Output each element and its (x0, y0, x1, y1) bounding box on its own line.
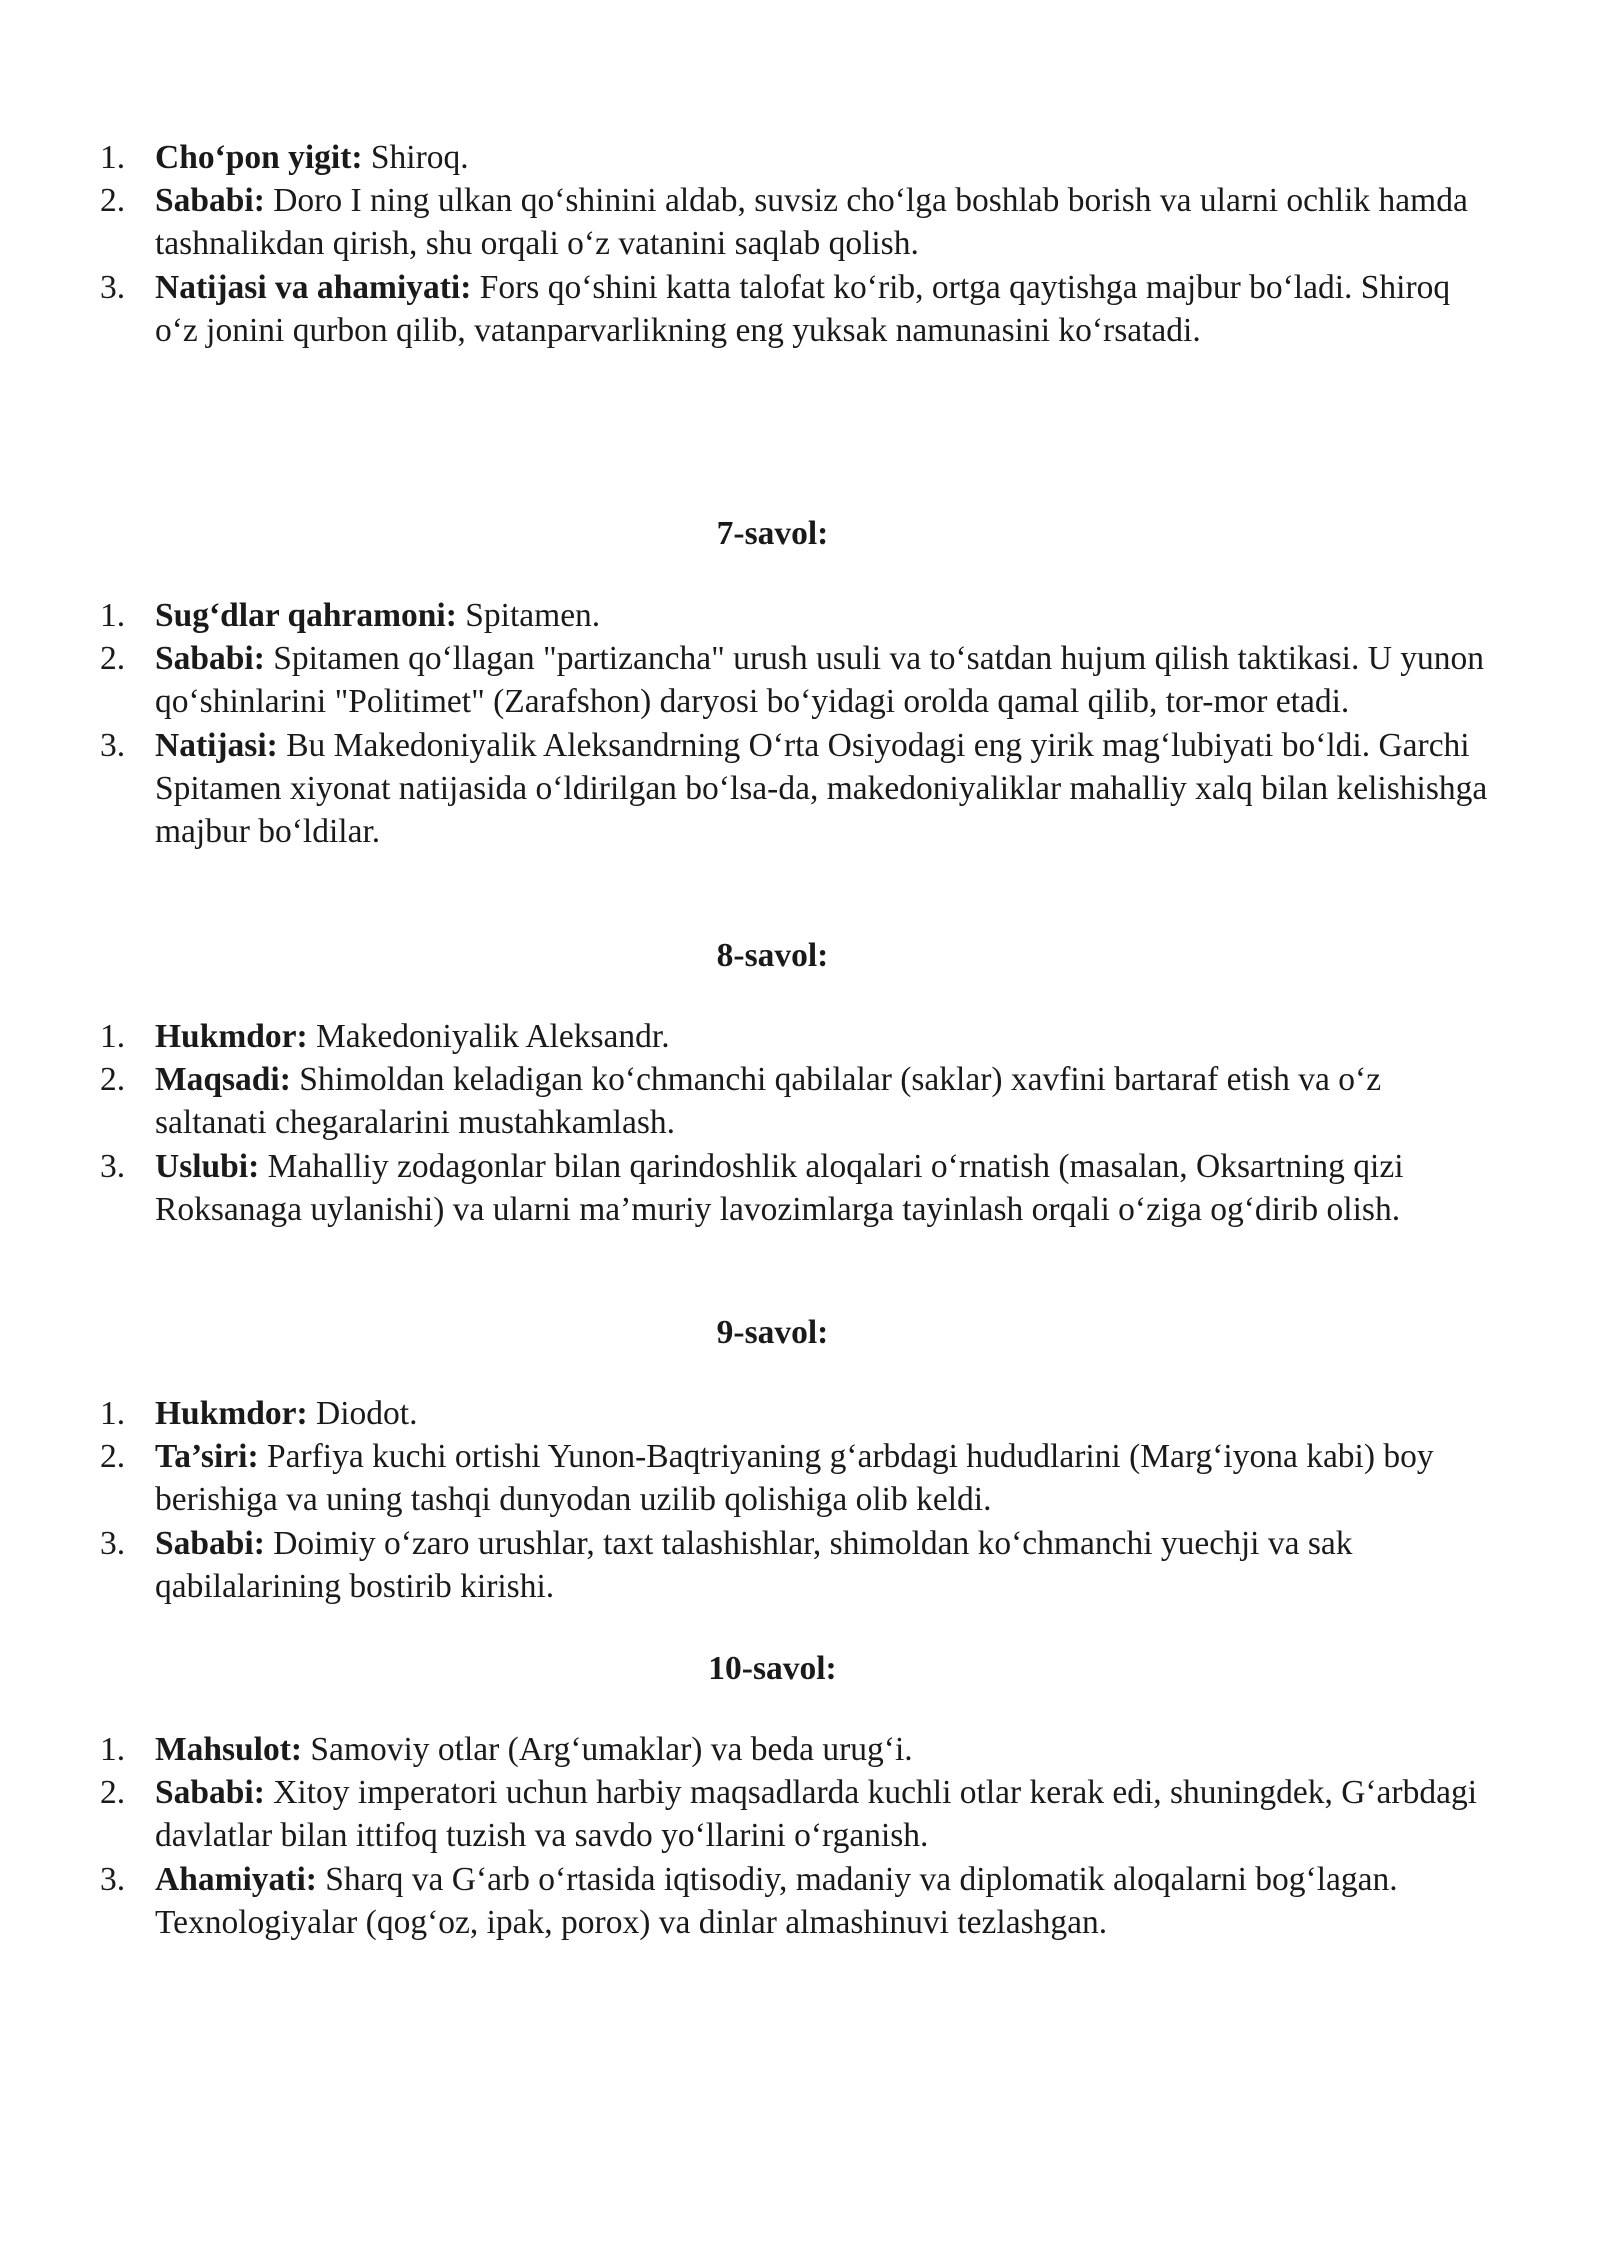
answer-list-8 (100, 1015, 1500, 1231)
item-label: Natijasi va ahamiyati: (155, 268, 472, 306)
list-item (100, 1771, 1500, 1857)
list-item (100, 724, 1500, 854)
item-number: 2. (100, 182, 126, 220)
answer-list-6 (100, 136, 1500, 352)
item-text: Doro I ning ulkan qo‘shinini aldab, suvsiz cho‘lga boshlab borish va ularni ochlik hamda tashnalikdan qirish, shu orqali o‘z vatanini saqlab qolish. (155, 182, 1468, 263)
item-number: 1. (100, 1731, 126, 1768)
item-label: Natijasi: (155, 726, 278, 764)
item-number: 3. (100, 1860, 126, 1898)
item-text: Parfiya kuchi ortishi Yunon-Baqtriyaning g‘arbdagi hududlarini (Marg‘iyona kabi) boy berishiga va uning tashqi dunyodan uzilib qolishiga olib keldi. (155, 1438, 1434, 1519)
section-heading-9: 9-savol: (716, 1314, 829, 1351)
list-item (100, 594, 1500, 637)
item-number: 2. (100, 1438, 126, 1476)
item-label: Ahamiyati: (155, 1860, 317, 1898)
item-label: Uslubi: (155, 1147, 260, 1185)
answer-list-10 (100, 1728, 1500, 1944)
item-text: Spitamen qo‘llagan "partizancha" urush usuli va to‘satdan hujum qilish taktikasi. U yunon qo‘shinlarini "Politimet" (Zarafshon) daryosi bo‘yidagi orolda qamal qilib, tor-mor etadi. (155, 640, 1485, 721)
section-heading-7: 7-savol: (716, 515, 829, 552)
list-item (100, 1058, 1500, 1144)
item-text: Spitamen. (456, 597, 601, 634)
list-item (100, 179, 1500, 265)
answer-list-9 (100, 1392, 1500, 1608)
item-label: Maqsadi: (155, 1061, 291, 1099)
item-text: Fors qo‘shini katta talofat ko‘rib, ortga qaytishga majbur bo‘ladi. Shiroq o‘z jonini qurbon qilib, vatanparvarlikning eng yuksak namunasini ko‘rsatadi. (155, 268, 1451, 349)
item-number: 3. (100, 1524, 126, 1562)
item-label: Hukmdor: (155, 1018, 308, 1055)
item-text: Diodot. (307, 1395, 418, 1432)
item-text: Makedoniyalik Aleksandr. (307, 1018, 670, 1055)
item-number: 1. (100, 1395, 126, 1432)
item-number: 2. (100, 1061, 126, 1099)
item-number: 3. (100, 268, 126, 306)
item-text: Doimiy o‘zaro urushlar, taxt talashishlar, shimoldan ko‘chmanchi yuechji va sak qabilalarining bostirib kirishi. (155, 1524, 1353, 1605)
list-item (100, 1435, 1500, 1521)
list-item (100, 136, 1500, 179)
list-item (100, 1858, 1500, 1944)
item-number: 2. (100, 1774, 126, 1812)
item-number: 3. (100, 726, 126, 764)
item-text: Xitoy imperatori uchun harbiy maqsadlarda kuchli otlar kerak edi, shuningdek, G‘arbdagi davlatlar bilan ittifoq tuzish va savdo yo‘llarini o‘rganish. (155, 1774, 1478, 1855)
item-text: Samoviy otlar (Arg‘umaklar) va beda urug‘i. (302, 1731, 913, 1768)
item-label: Sababi: (155, 1774, 265, 1812)
list-item (100, 637, 1500, 723)
answer-list-7 (100, 594, 1500, 853)
item-label: Ta’siri: (155, 1438, 259, 1476)
item-label: Cho‘pon yigit: (155, 139, 363, 176)
list-item (100, 1728, 1500, 1771)
item-text: Mahalliy zodagonlar bilan qarindoshlik aloqalari o‘rnatish (masalan, Oksartning qizi Roksanaga uylanishi) va ularni ma’muriy lavozimlarga tayinlash orqali o‘ziga og‘dirib olish. (155, 1147, 1404, 1228)
item-text: Shimoldan keladigan ko‘chmanchi qabilalar (saklar) xavfini bartaraf etish va o‘z saltanati chegaralarini mustahkamlash. (155, 1061, 1382, 1142)
item-label: Hukmdor: (155, 1395, 308, 1432)
list-item (100, 1522, 1500, 1608)
item-text: Shiroq. (362, 139, 469, 176)
list-item (100, 1392, 1500, 1435)
item-number: 1. (100, 597, 126, 634)
section-heading-8: 8-savol: (716, 937, 829, 974)
item-number: 1. (100, 139, 126, 176)
list-item (100, 1015, 1500, 1058)
item-number: 1. (100, 1018, 126, 1055)
item-label: Sug‘dlar qahramoni: (155, 597, 457, 634)
item-text: Bu Makedoniyalik Aleksandrning O‘rta Osiyodagi eng yirik mag‘lubiyati bo‘ldi. Garchi Spitamen xiyonat natijasida o‘ldirilgan bo‘lsa-da, makedoniyaliklar mahalliy xalq bilan kelishishga majbur bo‘ldilar. (155, 726, 1488, 851)
item-text: Sharq va G‘arb o‘rtasida iqtisodiy, madaniy va diplomatik aloqalarni bog‘lagan. Texnologiyalar (qog‘oz, ipak, porox) va dinlar almashinuvi tezlashgan. (155, 1860, 1398, 1941)
item-label: Sababi: (155, 182, 265, 220)
item-number: 3. (100, 1147, 126, 1185)
item-label: Sababi: (155, 640, 265, 678)
item-label: Mahsulot: (155, 1731, 303, 1768)
item-number: 2. (100, 640, 126, 678)
list-item (100, 266, 1500, 352)
list-item (100, 1145, 1500, 1231)
section-heading-10: 10-savol: (708, 1650, 837, 1687)
item-label: Sababi: (155, 1524, 265, 1562)
